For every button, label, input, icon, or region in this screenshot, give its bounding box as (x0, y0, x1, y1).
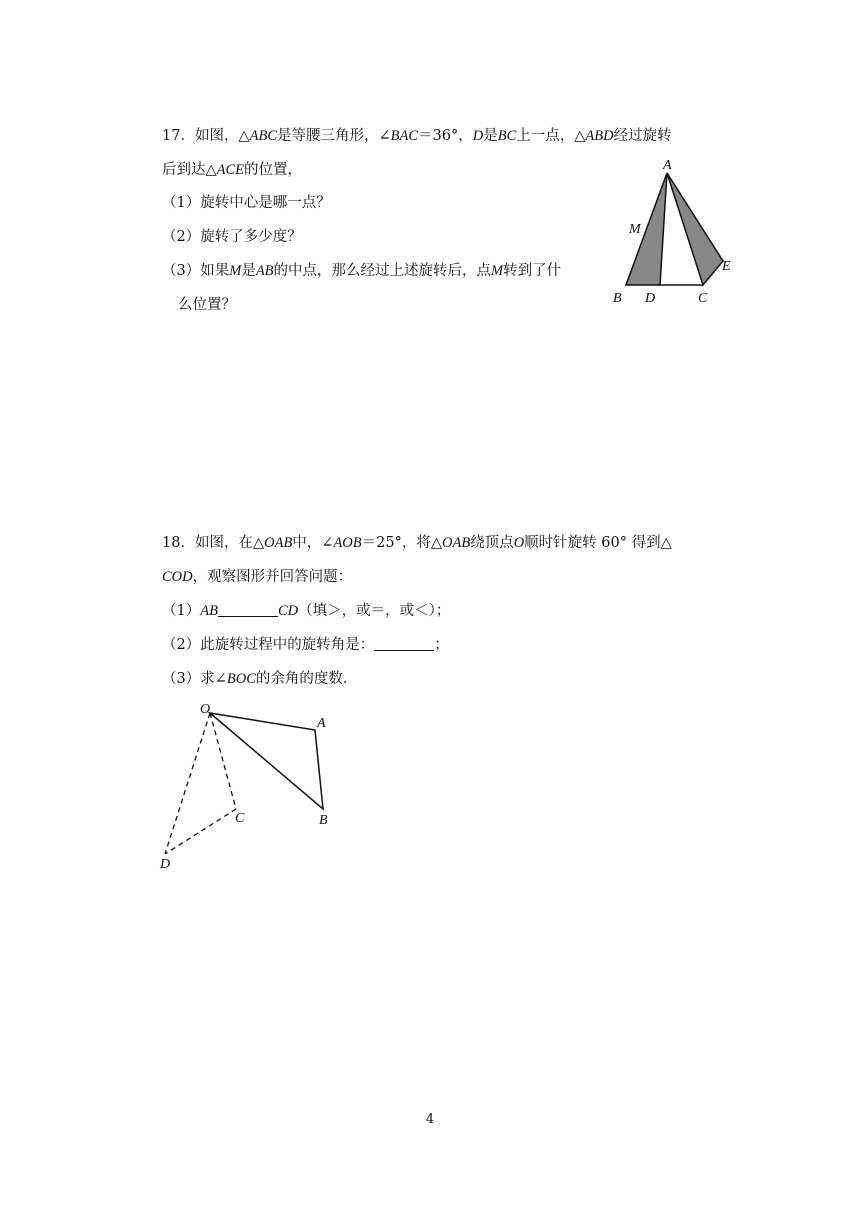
label-m: M (629, 222, 641, 237)
q17-stem-line-1: 17．如图，△ABC是等腰三角形，∠BAC＝36°，D是BC上一点，△ABD经过旋转 (162, 128, 672, 144)
q17-part-1: （1）旋转中心是哪一点？ (162, 195, 331, 211)
triangle-ace (667, 173, 723, 285)
q18-stem-line-2: COD，观察图形并回答问题： (162, 569, 353, 585)
q17-part-3: （3）如果M是AB的中点，那么经过上述旋转后，点M转到了什 (162, 263, 562, 279)
label-a: A (317, 716, 326, 731)
q18-part-3: （3）求∠BOC的余角的度数． (162, 671, 358, 687)
q18-part-1: （1）AB CD（填＞，或＝，或＜）； (162, 603, 451, 619)
segment-od (165, 713, 210, 854)
triangle-oab (210, 713, 323, 809)
q17-part-2: （2）旋转了多少度？ (162, 229, 302, 245)
label-d: D (160, 857, 171, 872)
segment-cd (165, 809, 236, 854)
label-o: O (200, 702, 211, 717)
q18-figure (150, 695, 350, 875)
label-a: A (663, 158, 672, 173)
label-d: D (645, 291, 656, 306)
answer-blank-1[interactable] (218, 602, 278, 617)
answer-blank-2[interactable] (374, 636, 434, 651)
label-c: C (698, 291, 708, 306)
label-b: B (319, 813, 328, 828)
page-number: 4 (425, 1112, 435, 1127)
q18-stem-line-1: 18．如图，在△OAB中，∠AOB＝25°，将△OAB绕顶点O顺时针旋转 60° 得到△ (162, 535, 672, 551)
label-b: B (613, 291, 622, 306)
q18-part-2: （2）此旋转过程中的旋转角是： ； (162, 637, 449, 653)
q17-part-3-cont: 么位置？ (178, 297, 236, 313)
q17-stem-line-2: 后到达△ACE的位置， (162, 162, 303, 178)
q17-figure (600, 155, 750, 310)
segment-oc (210, 713, 236, 809)
label-e: E (722, 259, 731, 274)
label-c: C (235, 811, 245, 826)
